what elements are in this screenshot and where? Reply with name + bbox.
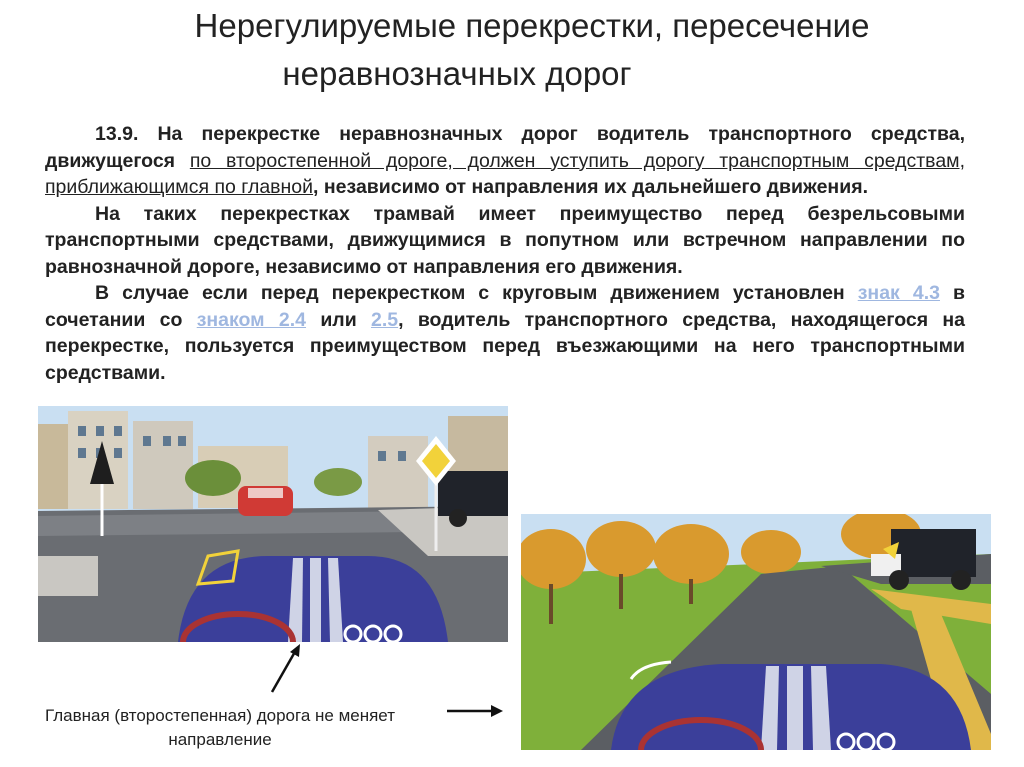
rule-paragraph-3 (45, 280, 965, 386)
title-line-1: Нерегулируемые перекрестки, пересечение (194, 7, 870, 44)
title-line-2: неравнозначных дорог (282, 55, 632, 92)
main-road-illustration (521, 514, 991, 750)
illustration-caption: Главная (второстепенная) дорога не меняет направление (44, 706, 395, 749)
rule-p3-text-b: в сочетании со (45, 282, 965, 331)
rule-paragraph-1 (45, 121, 965, 201)
rule-p1-text-a: 13.9. На перекрестке неравнозначных дорог водитель транспортного средства, движущегося (45, 123, 965, 172)
rule-p1-text-c: , независимо от направления их дальнейшего движения. (313, 176, 868, 198)
slide-title (0, 2, 1024, 98)
rule-paragraph-2: На таких перекрестках трамвай имеет преимущество перед безрельсовыми транспортными средствами, движущимися в попутном или встречном направлении по равнозначной дороге, независимо от направления его движения. (45, 202, 965, 278)
rule-p3-text-a: В случае если перед перекрестком с круговым движением установлен (95, 282, 858, 304)
sign-2-4-link[interactable]: знаком 2.4 (196, 308, 307, 331)
intersection-illustration (38, 406, 508, 642)
rule-p3-text-d: , водитель транспортного средства, находящегося на перекрестке, пользуется преимуществом перед въезжающими на него транспортными средствами. (45, 308, 965, 384)
sign-2-5-link[interactable]: 2.5 (370, 308, 399, 331)
rule-p3-text-c: или (306, 308, 371, 331)
pointer-arrow-right-icon (445, 703, 505, 719)
rule-p1-underlined: по второстепенной дороге, должен уступить дорогу транспортным средствам, приближающимся по главной (45, 149, 965, 198)
sign-4-3-link[interactable]: знак 4.3 (857, 282, 940, 304)
pointer-arrow-up-icon (266, 640, 306, 696)
rule-text (45, 121, 965, 386)
